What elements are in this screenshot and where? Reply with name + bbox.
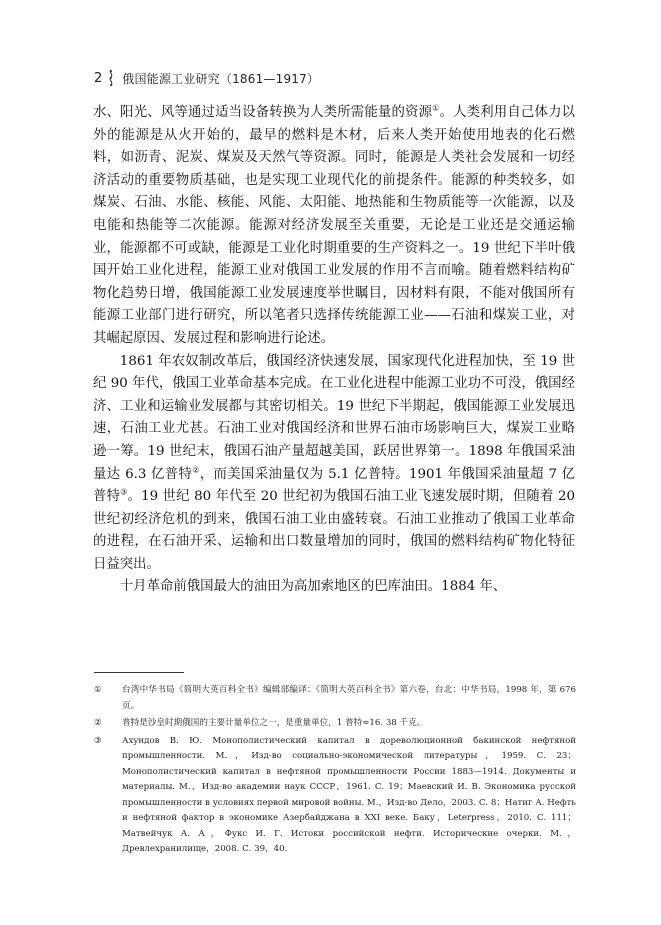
footnote-mark: ①	[94, 685, 102, 695]
footnote-ref-1[interactable]: ①	[432, 103, 440, 113]
decorative-scroll-icon	[106, 69, 116, 87]
footnote-text: 普特是沙皇时期俄国的主要计量单位之一，是重量单位，1 普特≈16. 38 千克。	[122, 718, 426, 728]
paragraph-2	[93, 351, 575, 577]
paragraph-text: 十月革命前俄国最大的油田为高加索地区的巴库油田。1884 年、	[119, 579, 507, 595]
footnote-1	[94, 683, 576, 714]
paragraph-text: 。19 世纪 80 年代至 20 世纪初为俄国石油工业飞速发展时期，但随着 20 世纪初经济危机的到来，俄国石油工业由盛转衰。石油工业推动了俄国工业革命的进程，在石油开采、运输和出口数量增加的同时，俄国的燃料结构矿物化特征日益突出。	[93, 489, 576, 572]
main-text	[93, 102, 575, 599]
footnote-3	[94, 734, 576, 858]
page-number: 2	[94, 70, 103, 86]
book-title: 俄国能源工业研究（1861—1917）	[122, 71, 320, 86]
footnote-ref-3[interactable]: ③	[120, 487, 128, 497]
paragraph-text: 水、阳光、风等通过适当设备转换为人类所需能量的资源	[93, 105, 433, 120]
footnote-ref-2[interactable]: ②	[192, 465, 200, 475]
paragraph-text: ，而美国采油量仅为 5.1 亿普特。1901 年俄国采油量超 7 亿普特	[93, 466, 576, 505]
paragraph-3	[93, 576, 575, 599]
footnote-mark: ②	[94, 718, 102, 728]
paragraph-text: 。人类利用自己体力以外的能源是从火开始的，最早的燃料是木材，后来人类开始使用地表的化石燃料，如沥青、泥炭、煤炭及天然气等资源。同时，能源是人类社会发展和一切经济活动的重要物质基础，也是实现工业现代化的前提条件。能源的种类较多，如煤炭、石油、水能、核能、风能、太阳能、地热能和生物质能等一次能源，以及电能和热能等二次能源。能源对经济发展至关重要，无论是工业还是交通运输业，能源都不可或缺，能源是工业化时期重要的生产资料之一。19 世纪下半叶俄国开始工业化进程，能源工业对俄国工业发展的作用不言而喻。随着燃料结构矿物化趋势日增，俄国能源工业发展速度举世瞩目，因材料有限，不能对俄国所有能源工业部门进行研究，所以笔者只选择传统能源工业——石油和煤炭工业，对其崛起原因、发展过程和影响进行论述。	[93, 105, 576, 346]
footnote-text: 台湾中华书局《简明大英百科全书》编辑部编译：《简明大英百科全书》第六卷，台北：中华书局，1998 年，第 676 页。	[122, 685, 576, 711]
paragraph-text: 1861 年农奴制改革后，俄国经济快速发展，国家现代化进程加快，至 19 世纪 90 年代，俄国工业革命基本完成。在工业化进程中能源工业功不可没，俄国经济、工业和运输业发展都与其密切相关。19 世纪下半期起，俄国能源工业发展迅速，石油工业尤甚。石油工业对俄国经济和世界石油市场影响巨大，煤炭工业略逊一筹。19 世纪末，俄国石油产量超越美国，跃居世界第一。1898 年俄国采油量达 6.3 亿普特	[93, 353, 575, 482]
running-header	[94, 68, 319, 88]
paragraph-1	[93, 102, 575, 351]
footnote-mark: ③	[94, 735, 102, 746]
footnote-text: Ахундов В. Ю. Монополистический капитал в дореволюционной бакинской нефтяной промышленности. М.，Изд-во социально-экономической литературы，1959. С. 23；Монополистический капитал в нефтяной промышленности России 1883—1914. Документы и материалы. М.，Изд-во академии наук СССР，1961. С. 19；Маевский И. В. Экономика русской промышленности в условиях первой мировой войны. М.，Изд-во Дело，2003. С. 8；Натиг А. Нефть и нефтяной фактор в экономике Азербайджана в XXI веке. Баку，Leterpress，2010. С. 111；Матвейчук А. А，Фукс И. Г. Истоки российской нефти. Исторические очерки. М.，Древлехранилище，2008. С. 39，40.	[122, 735, 576, 854]
footnote-divider	[94, 672, 184, 673]
footnote-2	[94, 716, 576, 732]
footnotes	[94, 683, 576, 860]
